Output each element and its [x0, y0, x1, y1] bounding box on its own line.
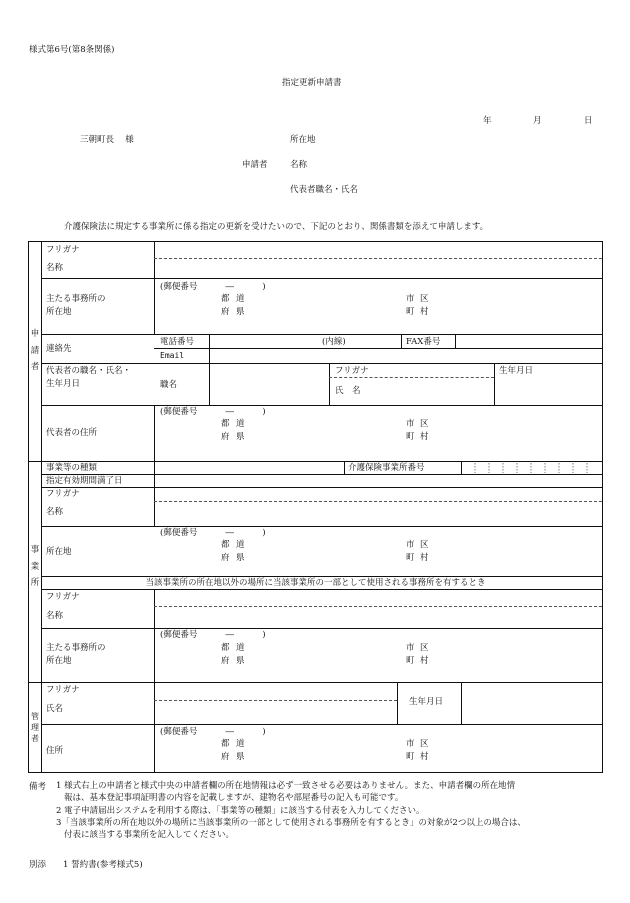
- pref-fu: 府: [221, 553, 230, 563]
- date-month-label: 月: [533, 116, 542, 126]
- date-day-label: 日: [584, 116, 593, 126]
- pref-to: 都: [221, 739, 230, 749]
- pref-fu: 府: [221, 656, 230, 666]
- header-applicant-label: 申請者: [242, 160, 268, 170]
- city-shi: 市: [406, 419, 415, 429]
- town-mura: 村: [420, 752, 429, 762]
- applicant-main-office-label-1: 主たる事務所の: [46, 294, 106, 304]
- expiry-label: 指定有効期間満了日: [46, 476, 123, 486]
- manager-birthdate-label: 生年月日: [409, 697, 444, 707]
- pref-fu: 府: [221, 432, 230, 442]
- city-shi: 市: [406, 540, 415, 550]
- town-mura: 村: [420, 307, 429, 317]
- rep-postal: (郵便番号 ― ): [160, 407, 266, 417]
- notes-list: [56, 780, 604, 842]
- town-mura: 村: [420, 656, 429, 666]
- city-ku: 区: [420, 540, 429, 550]
- town-mura: 村: [420, 432, 429, 442]
- sub-office-main-label-2: 所在地: [46, 656, 72, 666]
- pref-dou: 道: [236, 643, 245, 653]
- contact-label: 連絡先: [46, 344, 72, 354]
- note-3b: 付表に該当する事業所を記入してください。: [64, 830, 235, 841]
- insurance-number-label: 介護保険事業所番号: [348, 463, 425, 473]
- applicant-postal: (郵便番号 ― ): [160, 282, 266, 292]
- pref-ken: 県: [236, 307, 245, 317]
- rep-birthdate-label: 生年月日: [499, 366, 534, 376]
- manager-furigana-label: フリガナ: [46, 685, 80, 695]
- rep-furigana-label: フリガナ: [335, 366, 369, 376]
- sub-office-main-label-1: 主たる事務所の: [46, 643, 106, 653]
- application-table: [28, 241, 603, 773]
- manager-name-label: 氏名: [46, 704, 64, 714]
- applicant-furigana-label: フリガナ: [46, 245, 80, 255]
- pref-dou: 道: [236, 294, 245, 304]
- section-label-office: 事業所: [30, 545, 40, 589]
- sub-office-postal: (郵便番号 ― ): [160, 630, 266, 640]
- other-location-note: 当該事業所の所在地以外の場所に当該事業所の一部として使用される事務所を有するとき: [145, 578, 486, 588]
- phone-label: 電話番号: [160, 337, 195, 347]
- extension-label: (内線): [322, 337, 346, 347]
- town-machi: 町: [406, 752, 415, 762]
- insurance-number-boxes: [461, 462, 602, 474]
- applicant-name-label: 名称: [46, 263, 64, 273]
- header-location-label: 所在地: [290, 135, 316, 145]
- applicant-main-office-label-2: 所在地: [46, 307, 72, 317]
- pref-to: 都: [221, 419, 230, 429]
- town-machi: 町: [406, 432, 415, 442]
- notes-label: 備考: [29, 782, 47, 792]
- office-furigana-label: フリガナ: [46, 489, 80, 499]
- city-ku: 区: [420, 294, 429, 304]
- office-location-label: 所在地: [46, 547, 72, 557]
- city-shi: 市: [406, 739, 415, 749]
- form-number: 様式第6号(第8条関係): [29, 45, 115, 55]
- manager-address-label: 住所: [46, 746, 64, 756]
- note-3a: 3「当該事業所の所在地以外の場所に当該事業所の一部として使用される事務所を有するとき」の対象が2つ以上の場合は、: [56, 817, 526, 828]
- note-1b: 報は、基本登記事項証明書の内容を記載しますが、建物名や部屋番号の記入も可能です。: [64, 793, 404, 804]
- email-label: Email: [160, 351, 185, 360]
- header-name-label: 名称: [290, 160, 308, 170]
- section-label-manager: 管理者: [31, 712, 39, 744]
- town-mura: 村: [420, 553, 429, 563]
- pref-ken: 県: [236, 752, 245, 762]
- sub-office-furigana-label: フリガナ: [46, 592, 80, 602]
- rep-label-2: 生年月日: [46, 379, 81, 389]
- addressee: 三朝町長 様: [80, 135, 134, 145]
- intro-text: 介護保険法に規定する事業所に係る指定の更新を受けたいので、下記のとおり、関係書類を添えて申請します。: [64, 222, 489, 232]
- pref-to: 都: [221, 294, 230, 304]
- rep-address-label: 代表者の住所: [46, 428, 98, 438]
- pref-dou: 道: [236, 419, 245, 429]
- pref-ken: 県: [236, 553, 245, 563]
- pref-dou: 道: [236, 739, 245, 749]
- date-year-label: 年: [483, 116, 492, 126]
- pref-to: 都: [221, 540, 230, 550]
- town-machi: 町: [406, 656, 415, 666]
- business-type-label: 事業等の種類: [46, 463, 98, 473]
- city-shi: 市: [406, 643, 415, 653]
- city-shi: 市: [406, 294, 415, 304]
- note-1a: 1 様式右上の申請者と様式中央の申請者欄の所在地情報は必ず一致させる必要はありません。また、申請者欄の所在地情: [56, 781, 516, 791]
- rep-fullname-label: 氏 名: [335, 386, 361, 396]
- fax-label: FAX番号: [406, 337, 441, 347]
- city-ku: 区: [420, 419, 429, 429]
- rep-label-1: 代表者の職名・氏名・: [46, 366, 132, 376]
- city-ku: 区: [420, 643, 429, 653]
- pref-dou: 道: [236, 540, 245, 550]
- attachment-label: 別添: [29, 860, 47, 870]
- pref-to: 都: [221, 643, 230, 653]
- pref-ken: 県: [236, 656, 245, 666]
- pref-ken: 県: [236, 432, 245, 442]
- city-ku: 区: [420, 739, 429, 749]
- manager-postal: (郵便番号 ― ): [160, 727, 266, 737]
- form-title: 指定更新申請書: [282, 78, 342, 88]
- town-machi: 町: [406, 553, 415, 563]
- header-representative-label: 代表者職名・氏名: [290, 185, 359, 195]
- sub-office-name-label: 名称: [46, 611, 64, 621]
- office-postal: (郵便番号 ― ): [160, 528, 266, 538]
- rep-position-label: 職名: [160, 380, 178, 390]
- pref-fu: 府: [221, 752, 230, 762]
- section-label-applicant: 申請者: [30, 329, 40, 373]
- note-2: 2 電子申請届出システムを利用する際は、「事業等の種類」に該当する付表を入力してください。: [56, 805, 425, 816]
- pref-fu: 府: [221, 307, 230, 317]
- town-machi: 町: [406, 307, 415, 317]
- attachment-item: 1 誓約書(参考様式5): [63, 860, 143, 870]
- office-name-label: 名称: [46, 507, 64, 517]
